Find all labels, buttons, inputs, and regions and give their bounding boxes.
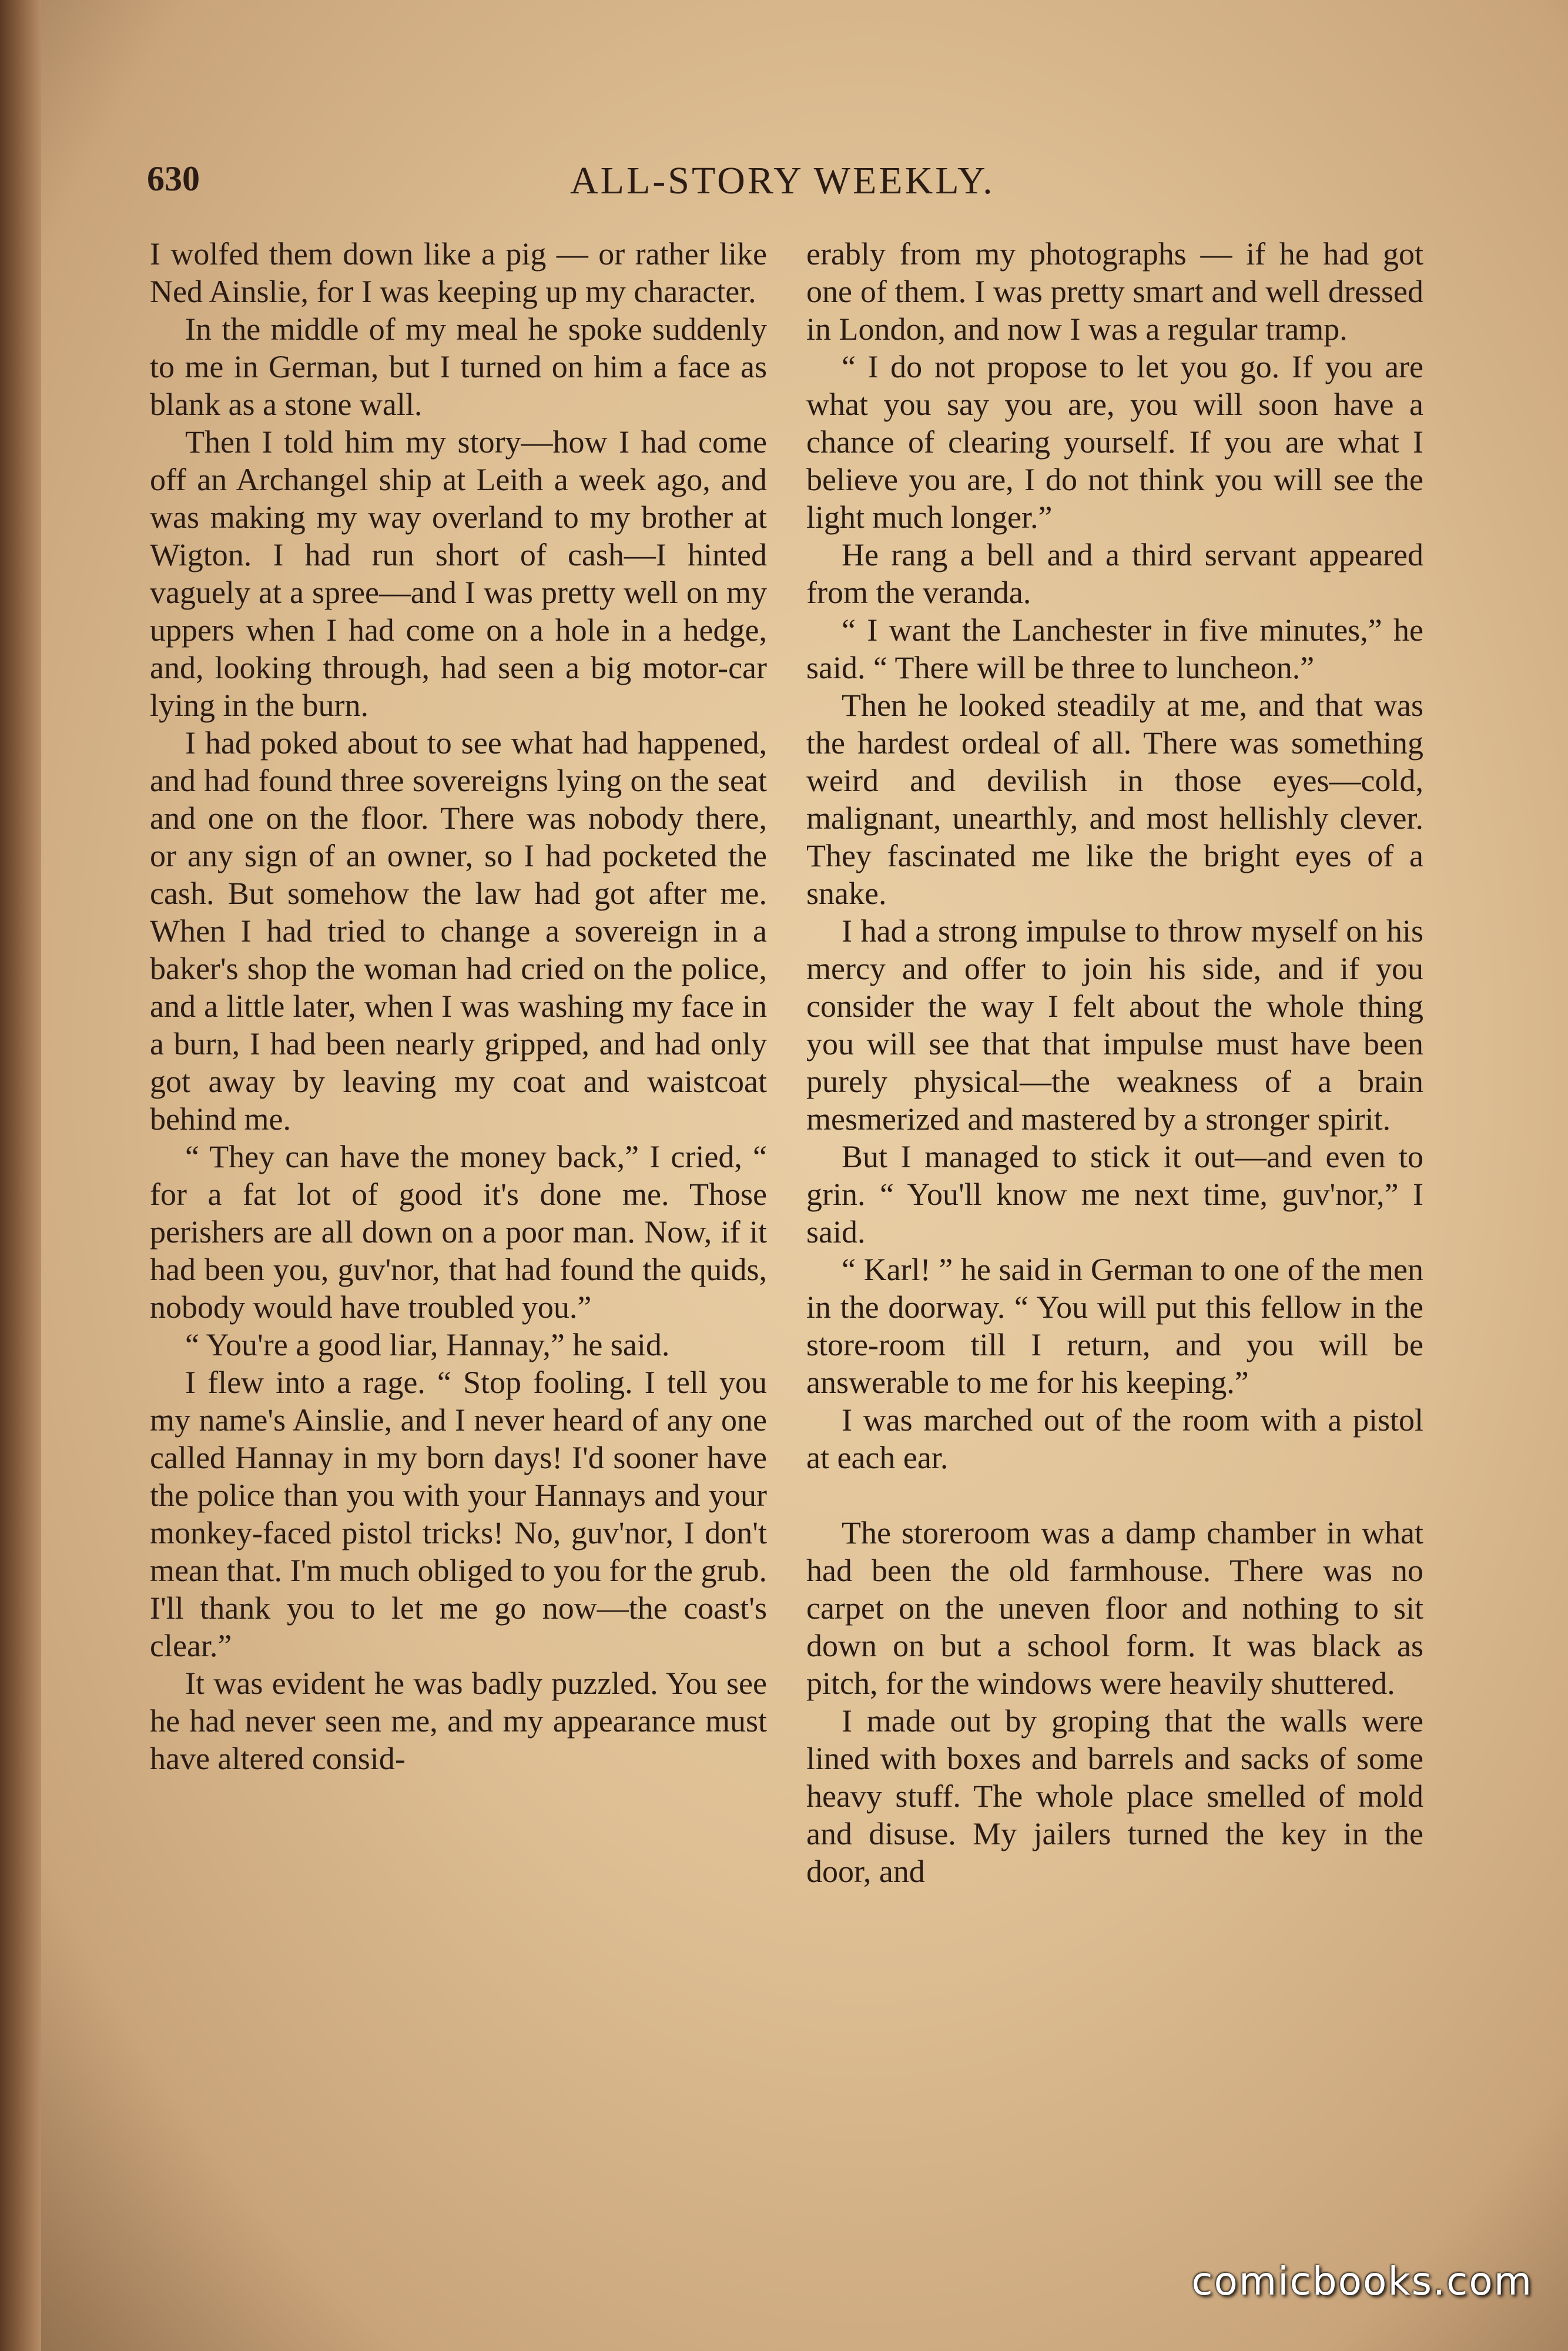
paragraph: “ They can have the money back,” I cried, “ for a fat lot of good it's done me. Those perishers are all down on a poor man. Now, if it had been you, guv'nor, that had found the quids, nobody would have troubled you.” (150, 1139, 767, 1325)
paragraph: “ You're a good liar, Hannay,” he said. (185, 1327, 670, 1362)
page-binding-edge (0, 0, 41, 2351)
paragraph: In the middle of my meal he spoke suddenly to me in German, but I turned on him a face as blank as a stone wall. (150, 312, 767, 422)
page-number: 630 (147, 159, 200, 198)
paragraph: I had a strong impulse to throw myself on his mercy and offer to join his side, and if you consider the way I felt about the whole thing you will see that that impulse must have been purely physical—the weakness of a brain mesmerized and mastered by a stronger spirit. (806, 913, 1423, 1137)
paragraph: The storeroom was a damp chamber in what had been the old farmhouse. There was no carpet on the uneven floor and nothing to sit down on but a school form. It was black as pitch, for the windows were heavily shuttered. (806, 1515, 1423, 1701)
paragraph: Then he looked steadily at me, and that was the hardest ordeal of all. There was something weird and devilish in those eyes—cold, malignant, unearthly, and most hellishly clever. They fascinated me like the bright eyes of a snake. (806, 688, 1423, 911)
paragraph: I wolfed them down like a pig — or rather like Ned Ainslie, for I was keeping up my character. (150, 236, 767, 309)
page-header (147, 159, 1428, 212)
paragraph: But I managed to stick it out—and even to grin. “ You'll know me next time, guv'nor,” I said. (806, 1139, 1423, 1250)
paragraph: “ I do not propose to let you go. If you are what you say you are, you will soon have a chance of clearing yourself. If you are what I believe you are, I do not think you will see the light much longer.” (806, 349, 1423, 535)
paragraph: “ I want the Lanchester in five minutes,” he said. “ There will be three to luncheon.” (806, 612, 1423, 685)
watermark-text: comicbooks.com (1191, 2259, 1533, 2304)
paragraph: It was evident he was badly puzzled. You see he had never seen me, and my appearance must have altered consid- (150, 1666, 767, 1776)
paragraph-continuation: erably from my photographs — if he had got one of them. I was pretty smart and well dressed in London, and now I was a regular tramp. (806, 236, 1423, 347)
paragraph: I flew into a rage. “ Stop fooling. I tell you my name's Ainslie, and I never heard of any one called Hannay in my born days! I'd sooner have the police than you with your Hannays and your monkey-faced pistol tricks! No, guv'nor, I don't mean that. I'm much obliged to you for the grub. I'll thank you to let me go now—the coast's clear.” (150, 1365, 767, 1663)
right-column (806, 235, 1423, 1890)
paragraph: He rang a bell and a third servant appeared from the veranda. (806, 537, 1423, 610)
paragraph: I made out by groping that the walls were lined with boxes and barrels and sacks of some heavy stuff. The whole place smelled of mold and disuse. My jailers turned the key in the door, and (806, 1703, 1423, 1889)
paragraph: I was marched out of the room with a pistol at each ear. (806, 1402, 1423, 1475)
paragraph: Then I told him my story—how I had come off an Archangel ship at Leith a week ago, and was making my way overland to my brother at Wigton. I had run short of cash—I hinted vaguely at a spree—and I was pretty well on my uppers when I had come on a hole in a hedge, and, looking through, had seen a big motor-car lying in the burn. (150, 424, 767, 723)
paragraph: “ Karl! ” he said in German to one of the men in the doorway. “ You will put this fellow in the store-room till I return, and you will be answerable to me for his keeping.” (806, 1252, 1423, 1400)
running-head: ALL-STORY WEEKLY. (570, 159, 995, 202)
paragraph: I had poked about to see what had happened, and had found three sovereigns lying on the seat and one on the floor. There was nobody there, or any sign of an owner, so I had pocketed the cash. But somehow the law had got after me. When I had tried to change a sovereign in a baker's shop the woman had cried on the police, and a little later, when I was washing my face in a burn, I had been nearly gripped, and had only got away by leaving my coat and waistcoat behind me. (150, 725, 767, 1137)
left-column (150, 235, 767, 1777)
